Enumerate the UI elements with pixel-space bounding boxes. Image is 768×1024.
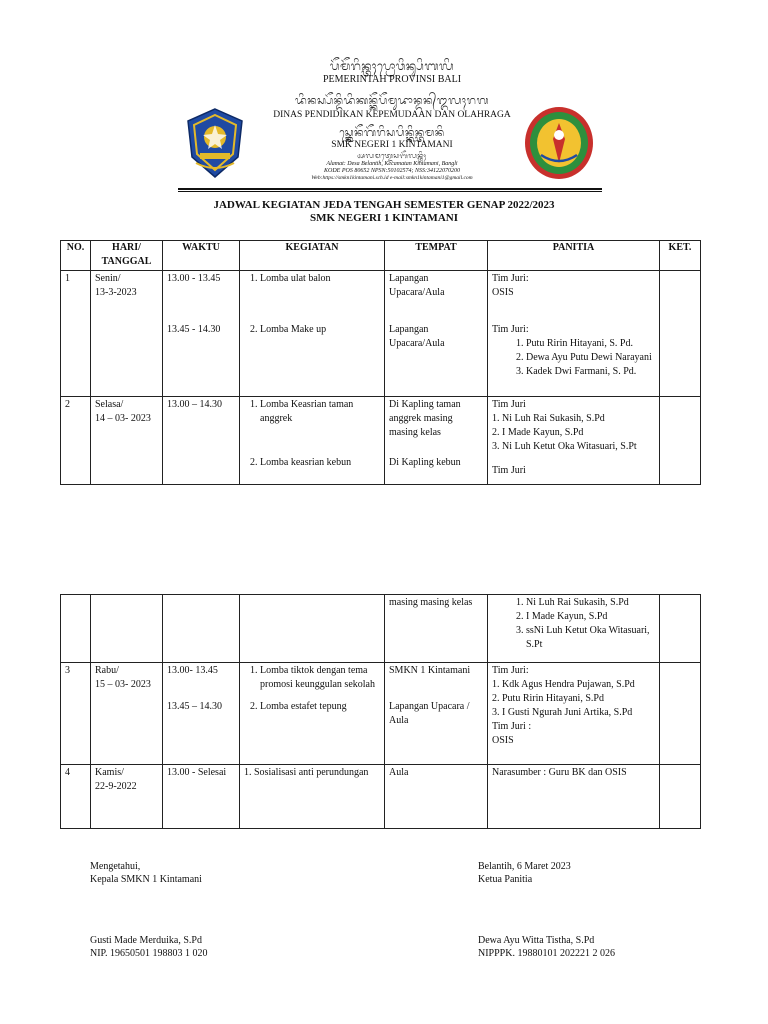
balinese-script-heading: ᬧᭂᬫᭂᬭᬶᬦ᭄ᬢᬄᬧ᭄ᬭᭀᬯᬶᬦ᭄ᬲᬶᬩᬮᬶ: [329, 59, 455, 73]
schedule-table-continued: [60, 594, 701, 829]
header-day-date: HARI/ TANGGAL: [91, 241, 163, 271]
document-title: JADWAL KEGIATAN JEDA TENGAH SEMESTER GENAP 2022/2023: [213, 199, 555, 211]
province-name: PEMERINTAH PROVINSI BALI: [322, 74, 462, 85]
header-no: NO.: [61, 241, 91, 271]
place-text: Di Kapling kebun: [389, 457, 461, 468]
jury-member: 3. ssNi Luh Ketut Oka Witasuari, S.Pt: [526, 624, 655, 652]
place-text: Di Kapling taman anggrek masing masing kelas: [389, 399, 461, 438]
activity-item: 2. Lomba estafet tepung: [260, 700, 380, 714]
bangli-regency-logo-icon: [523, 105, 595, 181]
date-text: 22-9-2022: [95, 781, 137, 792]
date-text: 15 – 03- 2023: [95, 679, 151, 690]
row-no: [61, 595, 91, 663]
day-text: Kamis/: [95, 767, 124, 778]
activity-item: 2. Lomba keasrian kebun: [260, 456, 380, 470]
row-time: 13.00 – 14.30: [163, 397, 240, 485]
header-activity: KEGIATAN: [240, 241, 385, 271]
place-text: Lapangan Upacara/Aula: [389, 273, 445, 298]
row-activity: [240, 397, 385, 485]
jury-member: OSIS: [492, 735, 514, 746]
row-place: [385, 663, 488, 765]
signature-left: [90, 860, 330, 960]
signer-id: NIPPPK. 19880101 202221 2 026: [478, 948, 615, 959]
jury-member: 2. I Made Kayun, S.Pd: [526, 610, 655, 624]
activity-item: 1. Lomba Keasrian taman anggrek: [260, 398, 380, 426]
time-slot: 13.00 - 13.45: [167, 273, 221, 284]
row-time: [163, 271, 240, 397]
jury-member: 1. Kdk Agus Hendra Pujawan, S.Pd: [492, 679, 635, 690]
place-date: Belantih, 6 Maret 2023: [478, 861, 571, 872]
signer-name: Gusti Made Merduika, S.Pd: [90, 935, 202, 946]
jury-label: Tim Juri :: [492, 721, 532, 732]
row-place: [385, 397, 488, 485]
row-activity: [240, 663, 385, 765]
school-codes: KODE POS 80652 NPSN:50102574; NSS:34122070200: [324, 168, 460, 174]
activity-list: [244, 664, 380, 714]
activity-item: 1. Lomba ulat balon: [260, 272, 380, 286]
document-subtitle: SMK NEGERI 1 KINTAMANI: [309, 212, 458, 224]
jury-label: Tim Juri:: [492, 324, 529, 335]
schedule-table: [60, 240, 701, 485]
row-committee: Narasumber : Guru BK dan OSIS: [488, 765, 660, 829]
row-activity: 1. Sosialisasi anti perundungan: [240, 765, 385, 829]
table-row: [61, 765, 701, 829]
row-place: masing masing kelas: [385, 595, 488, 663]
jury-member: 1. Putu Ririn Hitayani, S. Pd.: [526, 337, 655, 351]
row-notes: [660, 765, 701, 829]
header-notes: KET.: [660, 241, 701, 271]
balinese-school-line: ᬲ᭄ᬫ᭄ᬓᬾᬦᭂᬕᭂᬭᬶᬲᬧᬶᬦ᭄ᬓᬶᬦ᭄ᬢᬫᬦᬶ: [339, 127, 445, 139]
header-committee: PANITIA: [488, 241, 660, 271]
jury-member: 1. Ni Luh Rai Sukasih, S.Pd: [526, 596, 655, 610]
row-no: 1: [61, 271, 91, 397]
day-text: Selasa/: [95, 399, 124, 410]
row-committee: [488, 271, 660, 397]
header-time: WAKTU: [163, 241, 240, 271]
row-activity: [240, 595, 385, 663]
time-slot: 13.45 - 14.30: [167, 324, 221, 335]
jury-member: 2. Putu Ririn Hitayani, S.Pd: [492, 693, 604, 704]
day-text: Rabu/: [95, 665, 119, 676]
activity-item: 1. Lomba tiktok dengan tema promosi keunggulan sekolah: [260, 664, 380, 692]
jury-list: [492, 337, 655, 379]
row-day-date: [91, 595, 163, 663]
row-notes: [660, 663, 701, 765]
row-committee: [488, 595, 660, 663]
row-no: 3: [61, 663, 91, 765]
row-day-date: [91, 397, 163, 485]
signature-right: [478, 860, 718, 960]
row-notes: [660, 595, 701, 663]
row-committee: [488, 397, 660, 485]
jury-label: Tim Juri: [492, 399, 526, 410]
date-text: 14 – 03- 2023: [95, 413, 151, 424]
row-no: 4: [61, 765, 91, 829]
signer-name: Dewa Ayu Witta Tistha, S.Pd: [478, 935, 595, 946]
place-text: Lapangan Upacara/Aula: [389, 324, 445, 349]
row-activity: [240, 271, 385, 397]
place-text: Lapangan Upacara / Aula: [389, 701, 470, 726]
row-notes: [660, 271, 701, 397]
date-text: 13-3-2023: [95, 287, 137, 298]
school-web: Web:https://smkn1kintamani.sch.id e-mail:smkn1kintamani1@gmail.com: [311, 175, 473, 181]
balinese-office-line: ᬤᬶᬦᬲ᭄ᬧᭂᬦ᭄ᬤᬶᬤᬶᬓᬦ᭄ᬓᭂᬧᭂᬫᬸᬤᬵᬦ᭄ᬤᬦ᭄ᬑᬮᬄᬭᬕ: [295, 95, 489, 107]
row-place: [385, 271, 488, 397]
jury-label: Tim Juri:: [492, 273, 529, 284]
activity-list: [244, 398, 380, 470]
jury-member: 2. I Made Kayun, S.Pd: [492, 427, 584, 438]
jury-list: [492, 596, 655, 652]
jury-label: Tim Juri:: [492, 665, 529, 676]
letterhead: [178, 55, 602, 188]
jury-member: 1. Ni Luh Rai Sukasih, S.Pd: [492, 413, 605, 424]
acknowledgement: Mengetahui,: [90, 861, 141, 872]
row-day-date: [91, 271, 163, 397]
jury-member: 3. I Gusti Ngurah Juni Artika, S.Pd: [492, 707, 633, 718]
jury-member: OSIS: [492, 287, 514, 298]
jury-member: 2. Dewa Ayu Putu Dewi Narayani: [526, 351, 655, 365]
row-time: 13.00 - Selesai: [163, 765, 240, 829]
activity-item: 2. Lomba Make up: [260, 323, 380, 337]
table-row: [61, 397, 701, 485]
school-address: Alamat: Desa Belantih, Kecamatan Kintamani, Bangli: [326, 161, 458, 167]
row-time: [163, 595, 240, 663]
time-slot: 13.00- 13.45: [167, 665, 218, 676]
jury-member: 3. Ni Luh Ketut Oka Witasuari, S.Pt: [492, 441, 637, 452]
office-name: DINAS PENDIDIKAN KEPEMUDAAN DAN OLAHRAGA: [273, 110, 511, 120]
row-place: Aula: [385, 765, 488, 829]
row-day-date: [91, 765, 163, 829]
table-row: [61, 663, 701, 765]
header-place: TEMPAT: [385, 241, 488, 271]
signer-id: NIP. 19650501 198803 1 020: [90, 948, 208, 959]
day-text: Senin/: [95, 273, 121, 284]
letterhead-rule: [178, 188, 602, 192]
signer-role: Ketua Panitia: [478, 874, 533, 885]
bali-province-logo-icon: [184, 107, 246, 179]
jury-label: Tim Juri: [492, 465, 526, 476]
balinese-address-line: ᬅᬮᬫᬢ᭄ᬤᬾᬲᬩᭂᬮᬦ᭄ᬢᬶᬄ: [357, 152, 427, 160]
time-slot: 13.45 – 14.30: [167, 701, 222, 712]
row-notes: [660, 397, 701, 485]
place-text: SMKN 1 Kintamani: [389, 665, 471, 676]
signer-role: Kepala SMKN 1 Kintamani: [90, 874, 202, 885]
table-row: [61, 595, 701, 663]
row-time: [163, 663, 240, 765]
row-committee: [488, 663, 660, 765]
row-day-date: [91, 663, 163, 765]
jury-member: 3. Kadek Dwi Farmani, S. Pd.: [526, 365, 655, 379]
row-no: 2: [61, 397, 91, 485]
table-header-row: [61, 241, 701, 271]
table-row: [61, 271, 701, 397]
activity-list: [244, 272, 380, 337]
school-name: SMK NEGERI 1 KINTAMANI: [331, 140, 453, 150]
